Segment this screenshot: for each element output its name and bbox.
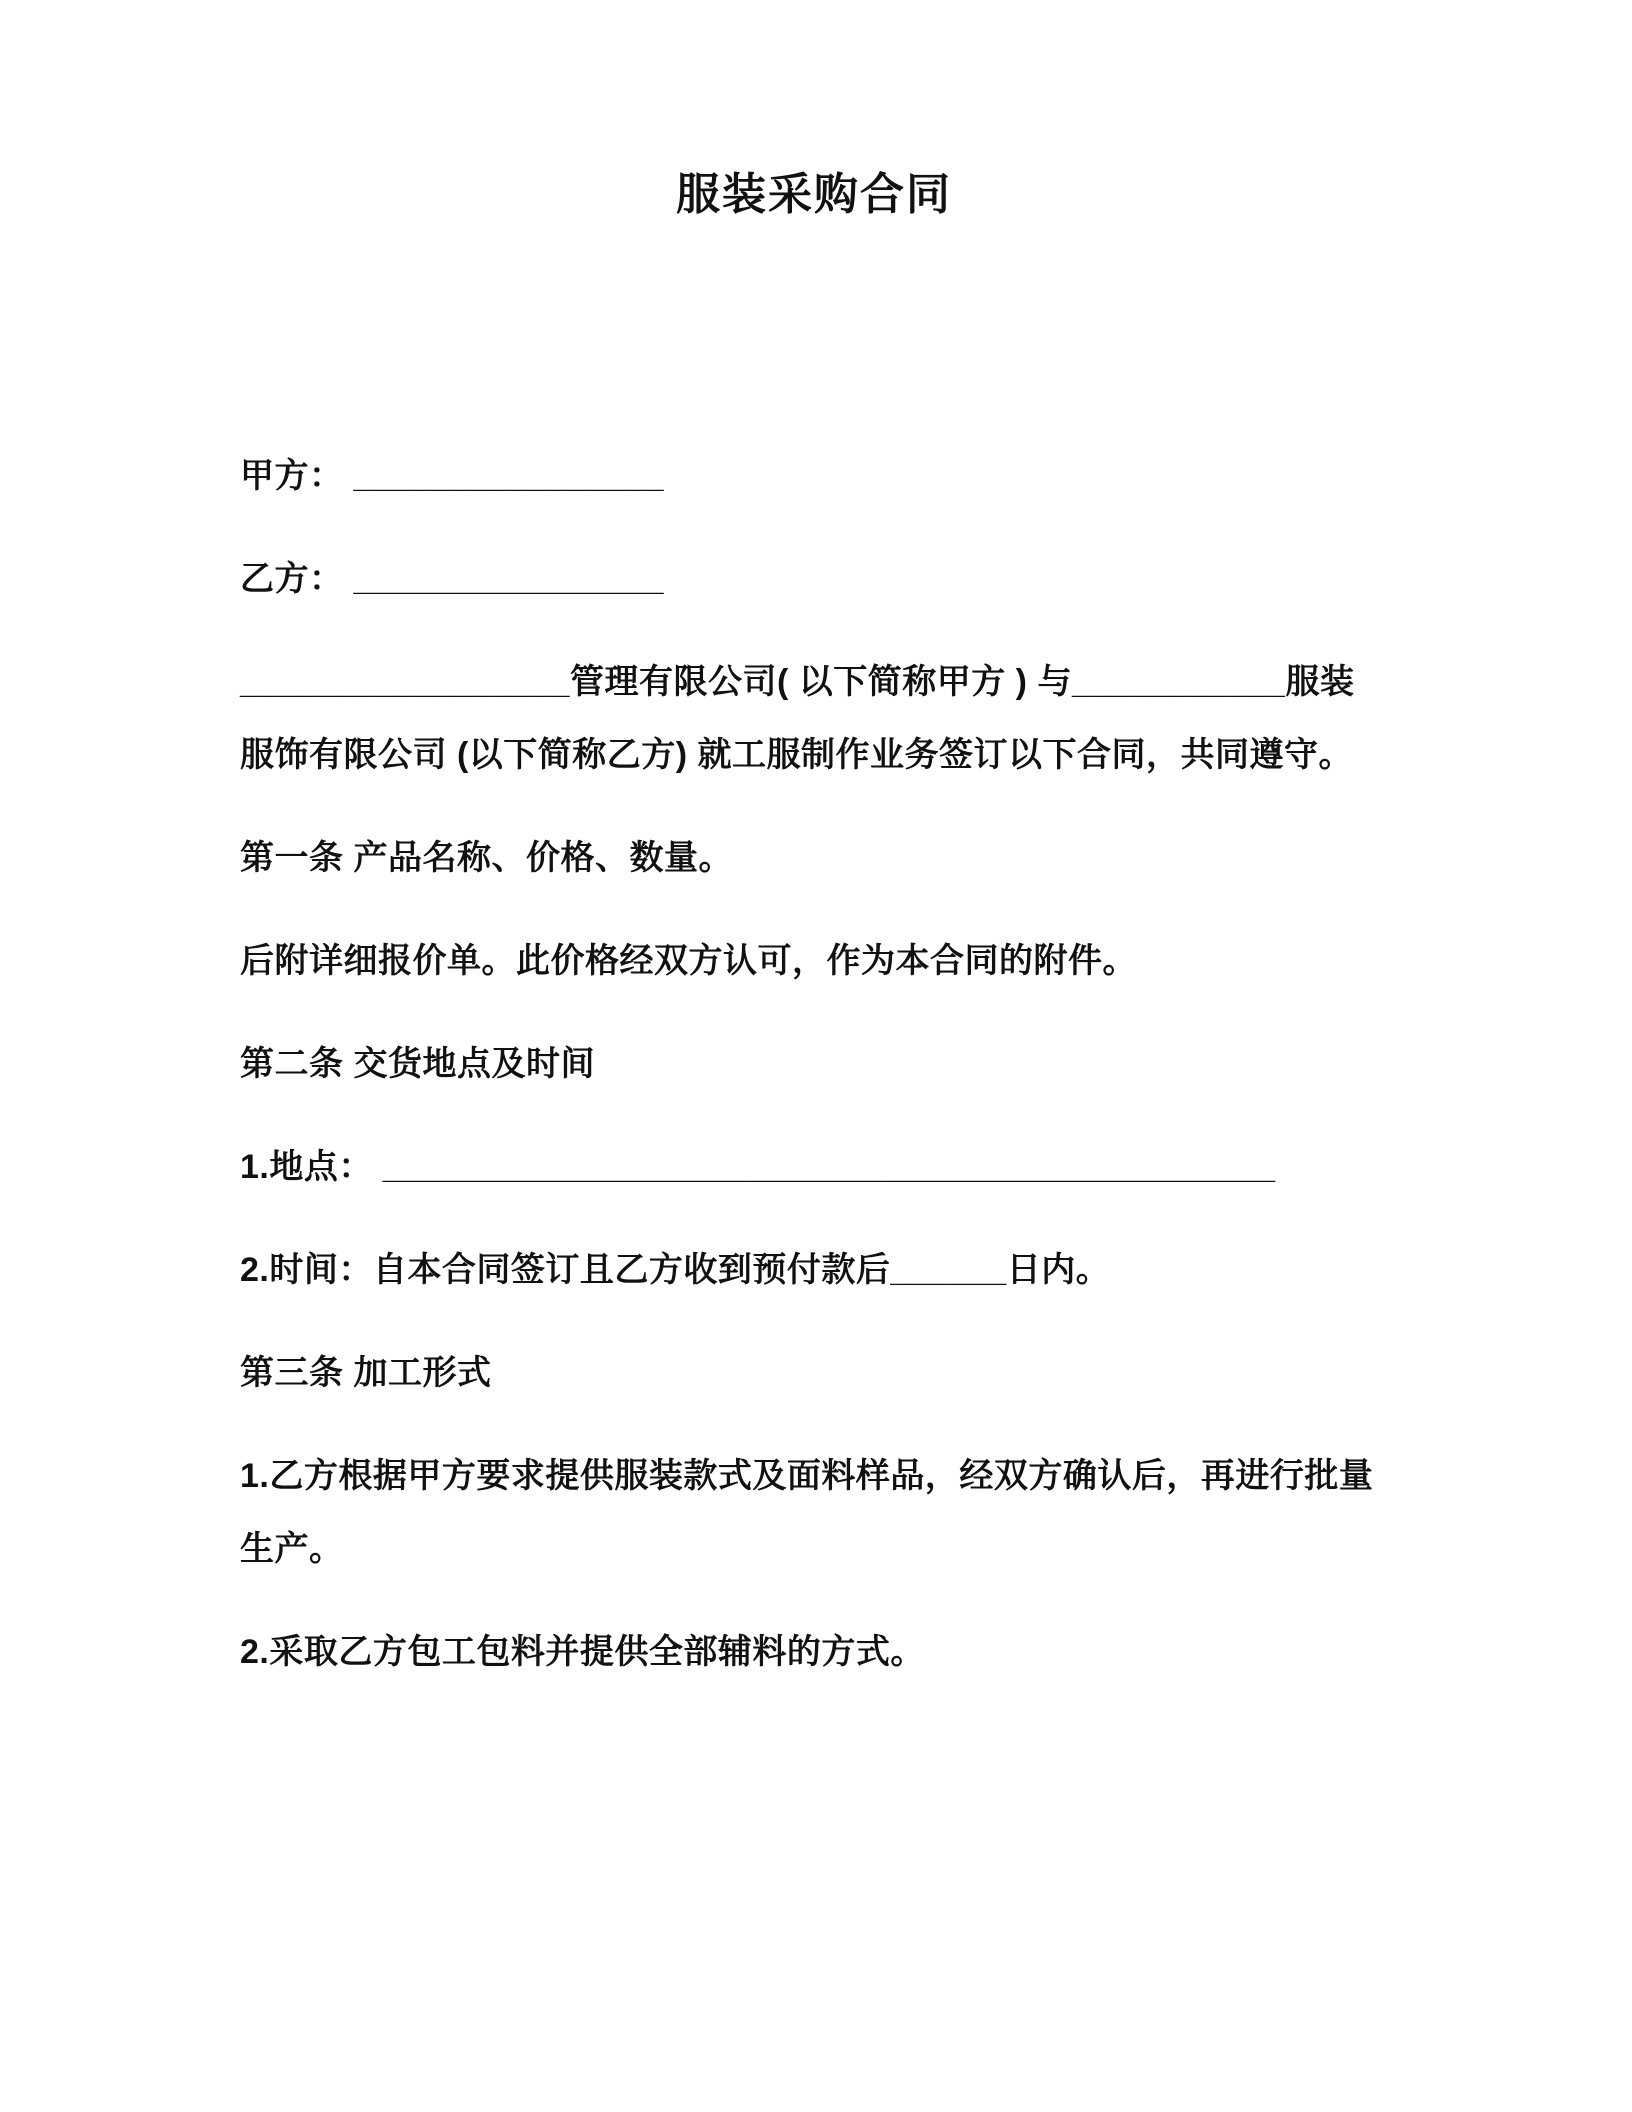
document-title: 服装采购合同 — [676, 170, 952, 219]
article-3-item-1: 1.乙方根据甲方要求提供服装款式及面料样品，经双方确认后，再进行批量生产。 — [240, 1457, 1374, 1568]
article-3-item-2: 2.采取乙方包工包料并提供全部辅料的方式。 — [240, 1633, 925, 1671]
article-2-item-location: 1.地点： ______________________________________________ — [240, 1148, 1276, 1186]
article-2-heading: 第二条 交货地点及时间 — [240, 1045, 595, 1083]
article-1-heading: 第一条 产品名称、价格、数量。 — [240, 839, 733, 877]
paragraph-party-b: 乙方： ________________ — [240, 560, 664, 598]
paragraph-party-a: 甲方： ________________ — [240, 457, 664, 495]
article-1-body: 后附详细报价单。此价格经双方认可，作为本合同的附件。 — [240, 942, 1137, 980]
paragraph-intro: _________________管理有限公司( 以下简称甲方 ) 与___________服装服饰有限公司 (以下简称乙方) 就工服制作业务签订以下合同，共同遵守。 — [240, 663, 1355, 774]
article-3-heading: 第三条 加工形式 — [240, 1354, 492, 1392]
article-2-item-time: 2.时间：自本合同签订且乙方收到预付款后______日内。 — [240, 1251, 1111, 1289]
